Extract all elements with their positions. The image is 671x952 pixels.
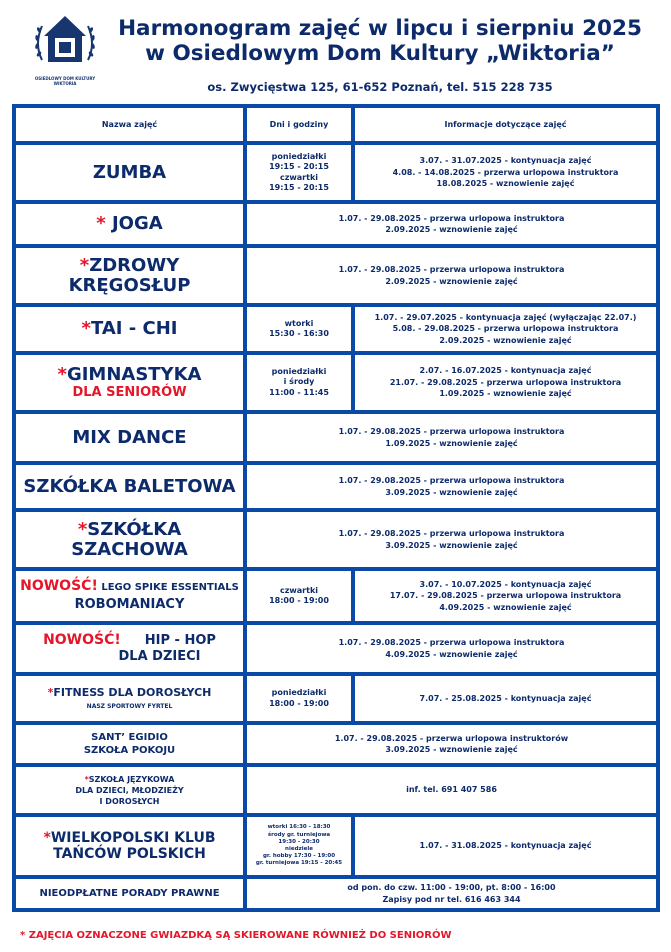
row-jezykowa-info: [247, 767, 656, 813]
days-line: poniedziałki: [271, 688, 327, 697]
row-egidio-info: [247, 725, 656, 763]
info-line: 4.09.2025 - wznowienie zajęć: [439, 602, 572, 612]
activity-name-line2: SZKOŁA POKOJU: [83, 745, 176, 756]
activity-name: FITNESS DLA DOROSŁYCH: [53, 686, 212, 699]
logo-caption-line1: OSIEDLOWY DOM KULTURY: [34, 76, 96, 81]
info-line: 3.07. - 10.07.2025 - kontynuacja zajęć: [419, 579, 592, 589]
days-line: środy gr. turniejowa: [267, 831, 331, 838]
row-zumba-name: [16, 145, 243, 200]
days-line: 19:30 - 20:30: [278, 838, 320, 845]
days-line: 11:00 - 11:45: [269, 387, 329, 397]
activity-name: LEGO SPIKE ESSENTIALS: [97, 581, 239, 593]
footer-note: * ZAJĘCIA OZNACZONE GWIAZDKĄ SĄ SKIEROWANE RÓWNIEŻ DO SENIORÓW: [20, 930, 452, 941]
row-lego-days: [247, 571, 351, 621]
activity-name-line2: SZACHOWA: [71, 538, 188, 560]
row-joga-name: [16, 204, 243, 244]
info-line: inf. tel. 691 407 586: [406, 785, 497, 795]
activity-name-line2: KRĘGOSŁUP: [68, 274, 191, 296]
info-line: 1.07. - 29.08.2025 - przerwa urlopowa instruktorów: [334, 733, 569, 743]
row-fitness-info: [355, 676, 656, 721]
days-line: poniedziałki: [271, 366, 327, 376]
days-line: 18:00 - 19:00: [269, 698, 329, 708]
activity-name-line2: DLA DZIECI, MŁODZIEŻY: [75, 785, 184, 795]
row-gimnastyka-name: [16, 355, 243, 410]
info-line: 21.07. - 29.08.2025 - przerwa urlopowa instruktora: [389, 377, 622, 387]
row-lego-name: [16, 571, 243, 621]
star-marker: *: [81, 318, 91, 339]
star-marker: *: [47, 686, 54, 699]
info-line: 17.07. - 29.08.2025 - przerwa urlopowa instruktora: [389, 591, 622, 601]
info-line: 1.07. - 31.08.2025 - kontynuacja zajęć: [419, 841, 592, 851]
star-marker: *: [57, 363, 67, 385]
activity-name: ZUMBA: [92, 161, 167, 183]
activity-name-line2: DLA DZIECI: [118, 649, 201, 664]
days-line: czwartki: [279, 585, 319, 595]
info-line: 3.09.2025 - wznowienie zajęć: [385, 540, 518, 550]
address-line: os. Zwycięstwa 125, 61-652 Poznań, tel. 515 228 735: [207, 80, 553, 94]
row-fitness-name: [16, 676, 243, 721]
info-line: 2.07. - 16.07.2025 - kontynuacja zajęć: [419, 366, 592, 376]
page-title-line2: w Osiedlowym Dom Kultury „Wiktoria”: [145, 41, 615, 66]
activity-name-line3: I DOROSŁYCH: [99, 796, 160, 806]
activity-name: SZKÓŁKA: [87, 518, 182, 540]
activity-name: SZKOŁA JĘZYKOWA: [88, 774, 175, 784]
activity-subtitle: NASZ SPORTOWY FYRTEL: [86, 703, 173, 710]
logo-caption: [30, 76, 100, 86]
info-line: 2.09.2025 - wznowienie zajęć: [385, 225, 518, 234]
header-days: Dni i godziny: [269, 120, 329, 129]
header-name: Nazwa zajęć: [101, 120, 158, 129]
info-line: od pon. do czw. 11:00 - 19:00, pt. 8:00 - 16:00: [347, 883, 556, 892]
days-line: 19:15 - 20:15: [269, 183, 329, 192]
row-lego-info: [355, 571, 656, 621]
schedule-table: [12, 104, 660, 912]
page-header: [0, 0, 671, 105]
info-line: 1.07. - 29.07.2025 - kontynuacja zajęć (wyłączając 22.07.): [374, 312, 637, 322]
days-line: czwartki: [279, 172, 319, 182]
logo-caption-line2: WIKTORIA: [53, 81, 77, 86]
header-info-cell: [355, 108, 656, 141]
row-hiphop-info: [247, 625, 656, 672]
row-porady-info: [247, 879, 656, 908]
star-marker: *: [43, 830, 51, 846]
star-marker: *: [79, 254, 90, 276]
info-line: 1.07. - 29.08.2025 - przerwa urlopowa instruktora: [338, 638, 565, 647]
activity-name: WIELKOPOLSKI KLUB: [50, 830, 216, 846]
row-joga-info: [247, 204, 656, 244]
days-line: gr. turniejowa 19:15 - 20:45: [255, 860, 343, 867]
star-marker: *: [77, 518, 88, 540]
activity-name: MIX DANCE: [72, 426, 187, 448]
info-line: 1.09.2025 - wznowienie zajęć: [439, 389, 572, 399]
activity-name: HIP - HOP: [144, 633, 216, 648]
info-line: 1.09.2025 - wznowienie zajęć: [385, 438, 518, 448]
days-line: poniedziałki: [271, 151, 327, 161]
info-line: 1.07. - 29.08.2025 - przerwa urlopowa instruktora: [338, 529, 565, 538]
info-line: 18.08.2025 - wznowienie zajęć: [436, 179, 575, 189]
info-line: 5.08. - 29.08.2025 - przerwa urlopowa instruktora: [392, 324, 619, 334]
row-balet-name: [16, 465, 243, 508]
wiktoria-logo: [30, 8, 100, 86]
activity-name: NIEODPŁATNE PORADY PRAWNE: [39, 888, 220, 899]
activity-name: GIMNASTYKA: [66, 363, 202, 385]
activity-name: JOGA: [105, 213, 163, 234]
row-hiphop-name: [16, 625, 243, 672]
row-porady-name: [16, 879, 243, 908]
info-line: 3.07. - 31.07.2025 - kontynuacja zajęć: [419, 156, 592, 166]
info-line: 1.07. - 29.08.2025 - przerwa urlopowa instruktora: [338, 265, 565, 274]
info-line: 7.07. - 25.08.2025 - kontynuacja zajęć: [419, 693, 592, 703]
days-line: niedziele: [285, 846, 313, 852]
activity-name-line2: TAŃCÓW POLSKICH: [53, 846, 206, 862]
activity-name-line2: ROBOMANIACY: [74, 596, 185, 612]
info-line: 4.08. - 14.08.2025 - przerwa urlopowa instruktora: [392, 167, 619, 177]
info-line: 1.07. - 29.08.2025 - przerwa urlopowa instruktora: [338, 427, 565, 436]
row-taichi-info: [355, 307, 656, 351]
star-marker: *: [84, 774, 89, 784]
days-line: 19:15 - 20:15: [269, 162, 329, 171]
info-line: 3.09.2025 - wznowienie zajęć: [385, 745, 518, 754]
new-badge: NOWOŚĆ!: [43, 632, 121, 648]
header-name-cell: [16, 108, 243, 141]
row-balet-info: [247, 465, 656, 508]
row-egidio-name: [16, 725, 243, 763]
row-mixdance-name: [16, 414, 243, 461]
row-taichi-days: [247, 307, 351, 351]
row-szachy-name: [16, 512, 243, 567]
row-fitness-days: [247, 676, 351, 721]
activity-name: ZDROWY: [89, 254, 180, 276]
header-info: Informacje dotyczące zajęć: [444, 120, 567, 129]
row-wielkopolski-days: [247, 817, 351, 875]
info-line: Zapisy pod nr tel. 616 463 344: [382, 894, 521, 904]
house-wreath-icon: [30, 8, 100, 78]
activity-name: SZKÓŁKA BALETOWA: [23, 475, 236, 497]
days-line: gr. hobby 17:30 - 19:00: [262, 853, 336, 860]
info-line: 2.09.2025 - wznowienie zajęć: [439, 335, 572, 345]
header-days-cell: [247, 108, 351, 141]
row-kregoslup-name: [16, 248, 243, 303]
star-marker: *: [96, 213, 106, 234]
row-zumba-info: [355, 145, 656, 200]
row-wielkopolski-info: [355, 817, 656, 875]
days-line: 18:00 - 19:00: [269, 596, 329, 605]
page-title-line1: Harmonogram zajęć w lipcu i sierpniu 2025: [118, 16, 642, 41]
days-line: 15:30 - 16:30: [269, 329, 329, 338]
row-gimnastyka-info: [355, 355, 656, 410]
row-gimnastyka-days: [247, 355, 351, 410]
row-taichi-name: [16, 307, 243, 351]
info-line: 1.07. - 29.08.2025 - przerwa urlopowa instruktora: [338, 213, 565, 223]
row-zumba-days: [247, 145, 351, 200]
info-line: 1.07. - 29.08.2025 - przerwa urlopowa instruktora: [338, 476, 565, 485]
days-line: wtorki 16:30 - 18:30: [267, 824, 331, 831]
row-wielkopolski-name: [16, 817, 243, 875]
activity-subtitle: DLA SENIORÓW: [72, 384, 187, 400]
new-badge: NOWOŚĆ!: [20, 577, 98, 594]
row-mixdance-info: [247, 414, 656, 461]
info-line: 4.09.2025 - wznowienie zajęć: [385, 649, 518, 659]
activity-name: SANT’ EGIDIO: [91, 732, 168, 743]
days-line: i środy: [283, 377, 315, 387]
row-kregoslup-info: [247, 248, 656, 303]
row-jezykowa-name: [16, 767, 243, 813]
info-line: 3.09.2025 - wznowienie zajęć: [385, 487, 518, 497]
activity-name: TAI - CHI: [90, 318, 178, 339]
days-line: wtorki: [284, 318, 314, 328]
info-line: 2.09.2025 - wznowienie zajęć: [385, 276, 518, 286]
row-szachy-info: [247, 512, 656, 567]
